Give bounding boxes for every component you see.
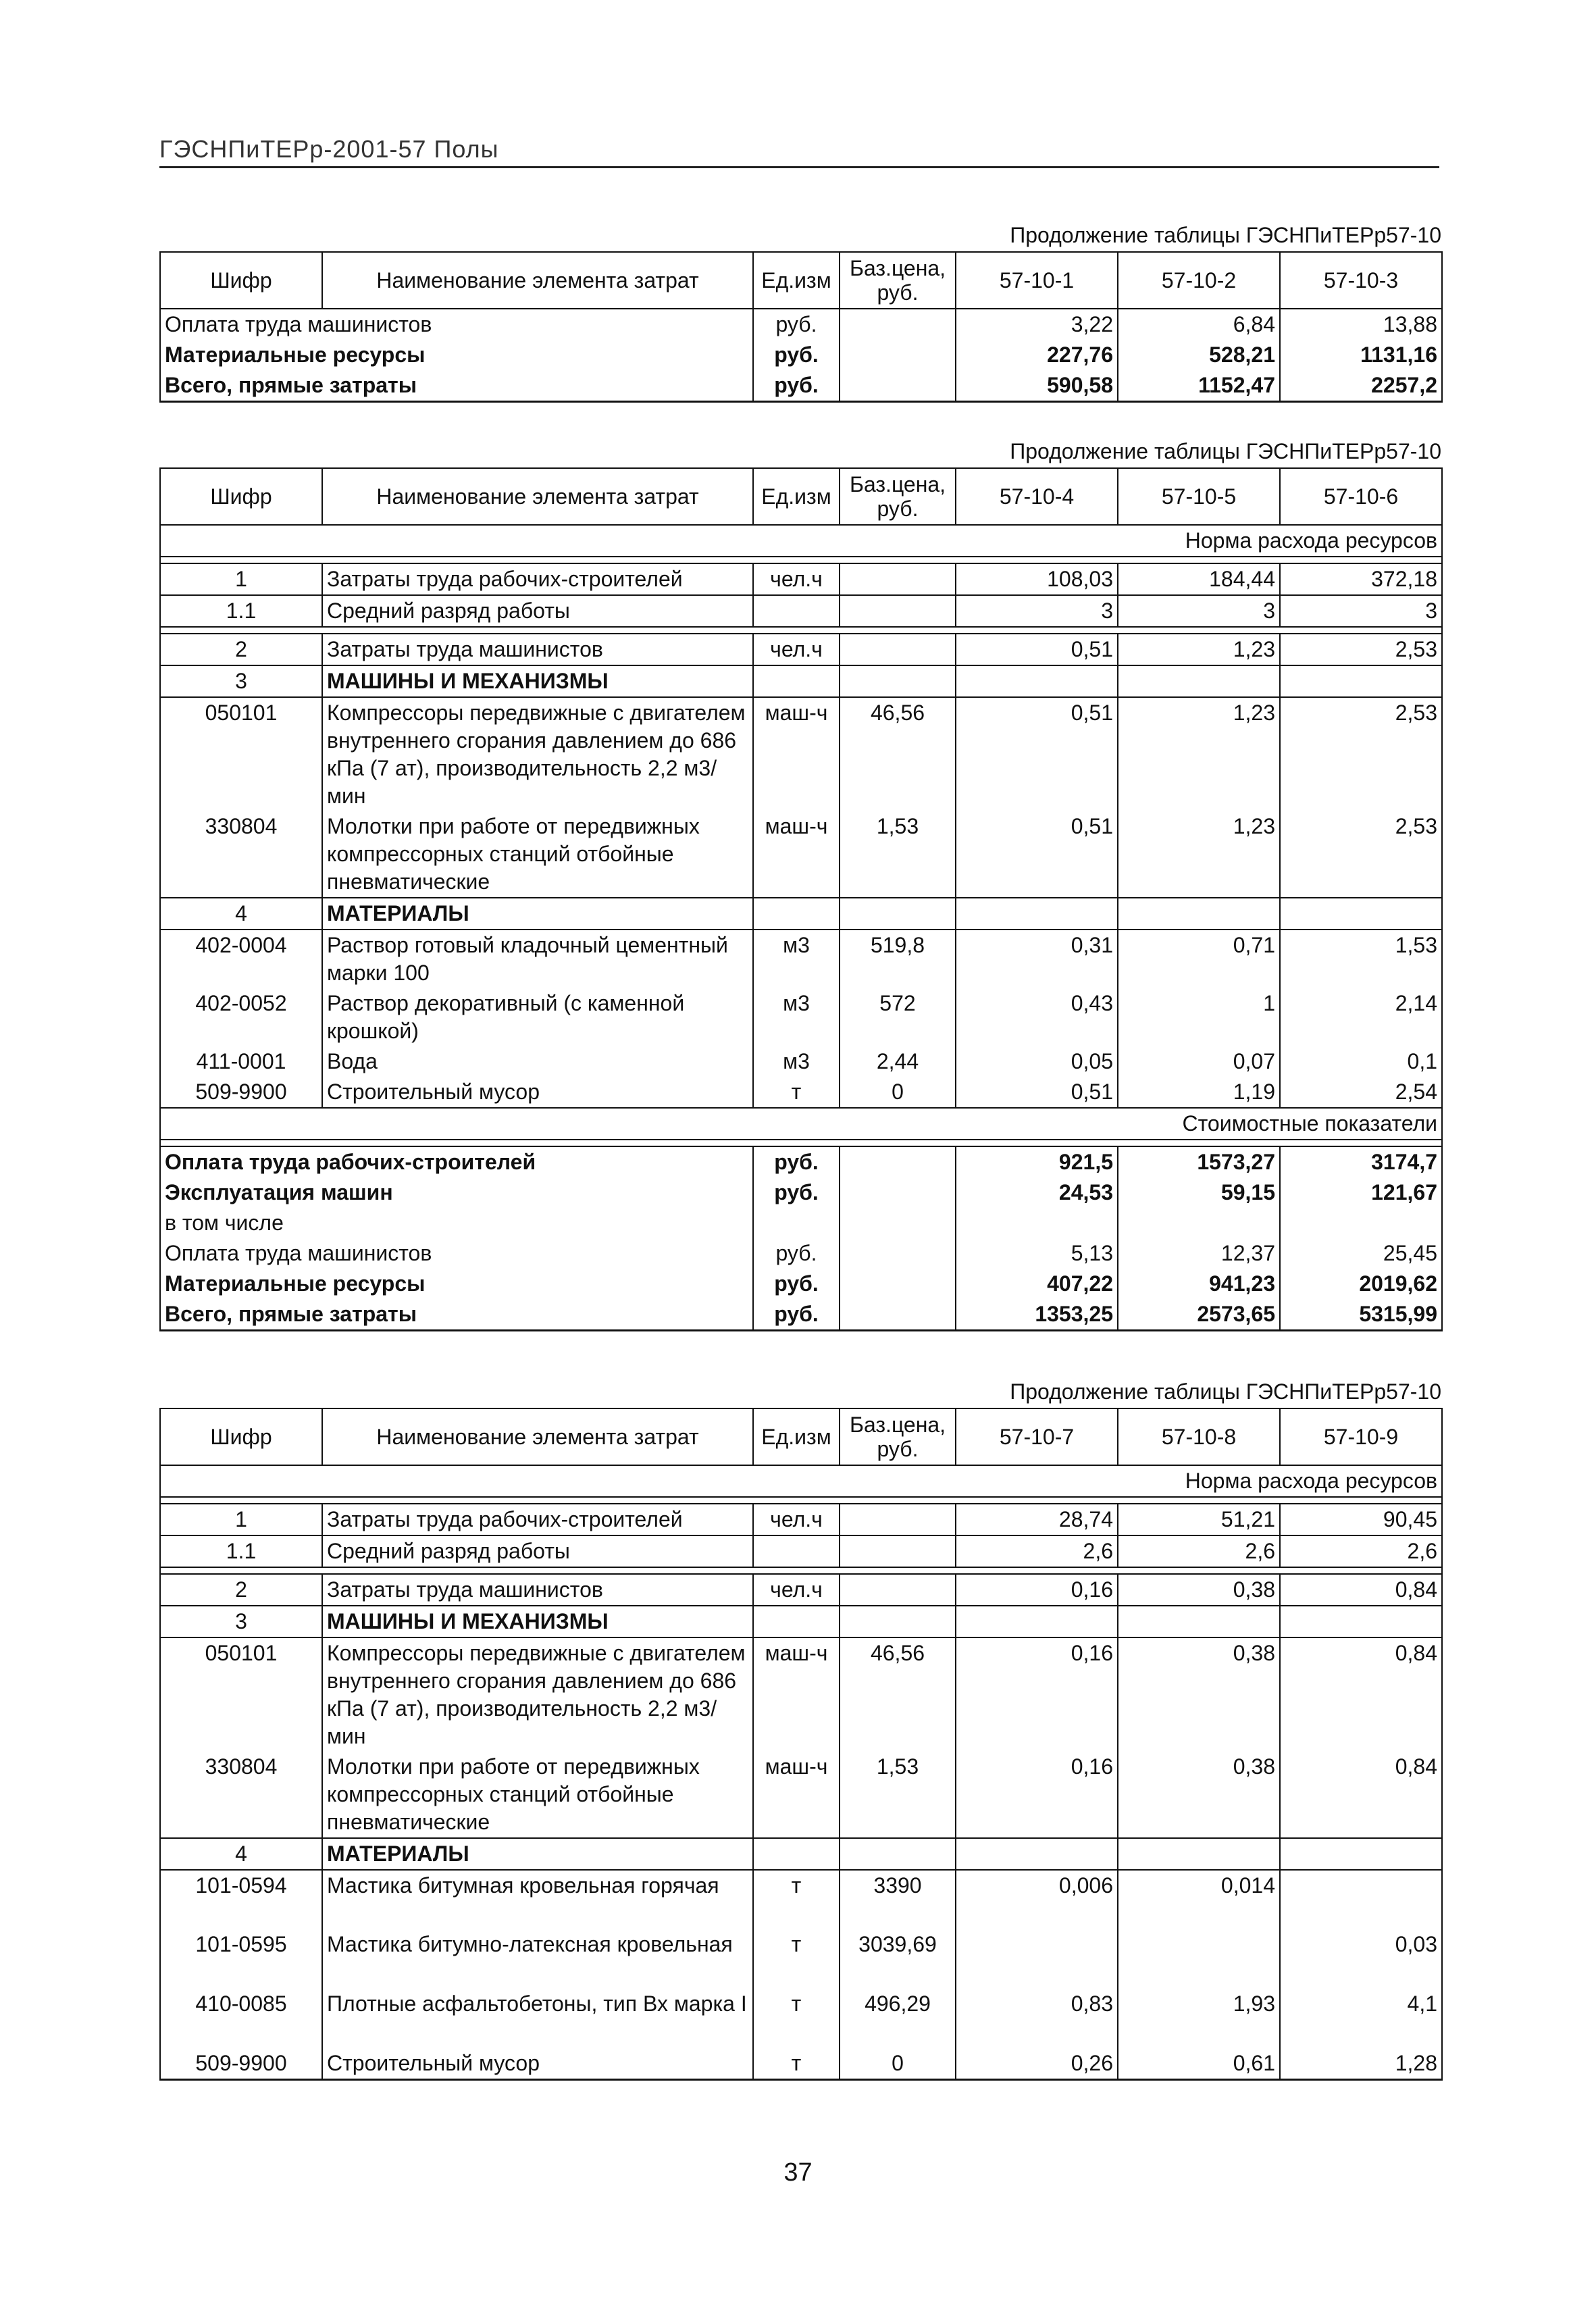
row-value: 590,58 — [956, 370, 1118, 402]
row-value — [1280, 1870, 1442, 1929]
row-value: 0,05 — [956, 1046, 1118, 1077]
col-name-header: Наименование элемента затрат — [322, 468, 753, 525]
row-price — [840, 634, 956, 665]
row-name: Материальные ресурсы — [160, 1269, 753, 1299]
table-row — [160, 1989, 1442, 2048]
row-value: 6,84 — [1118, 309, 1280, 340]
col-unit-header: Ед.изм — [753, 252, 840, 309]
row-unit: руб. — [753, 370, 840, 402]
table-row — [160, 1870, 1442, 1929]
row-price: 519,8 — [840, 930, 956, 988]
row-unit: руб. — [753, 1299, 840, 1331]
row-unit: м3 — [753, 988, 840, 1046]
col-variant-header: 57-10-1 — [956, 252, 1118, 309]
row-unit: т — [753, 1929, 840, 1989]
section-title: МАШИНЫ И МЕХАНИЗМЫ — [322, 665, 753, 697]
row-price: 3039,69 — [840, 1929, 956, 1989]
col-variant-header: 57-10-9 — [1280, 1408, 1442, 1465]
table-header-row — [160, 252, 1442, 309]
page-number: 37 — [783, 2158, 813, 2187]
row-value: 3174,7 — [1280, 1146, 1442, 1177]
col-variant-header: 57-10-7 — [956, 1408, 1118, 1465]
row-value: 5,13 — [956, 1238, 1118, 1269]
row-code: 3 — [160, 665, 322, 697]
row-name: Затраты труда рабочих-строителей — [322, 563, 753, 595]
row-value — [1280, 1208, 1442, 1238]
cost-table-3 — [159, 1408, 1443, 2081]
row-value: 28,74 — [956, 1504, 1118, 1535]
table-row — [160, 930, 1442, 988]
col-name-header: Наименование элемента затрат — [322, 252, 753, 309]
row-unit: м3 — [753, 930, 840, 988]
table-continuation-caption: Продолжение таблицы ГЭСНПиТЕРр57-10 — [1010, 223, 1441, 247]
row-unit: маш-ч — [753, 1637, 840, 1752]
row-value: 0,03 — [1280, 1929, 1442, 1989]
row-value: 3 — [1118, 595, 1280, 627]
row-name: Всего, прямые затраты — [160, 1299, 753, 1331]
row-value: 0,16 — [956, 1637, 1118, 1752]
row-value: 0,84 — [1280, 1752, 1442, 1838]
row-unit — [753, 1208, 840, 1238]
table-row — [160, 595, 1442, 627]
row-code: 1.1 — [160, 1535, 322, 1567]
row-value: 0,51 — [956, 697, 1118, 811]
cost-row — [160, 1177, 1442, 1208]
row-code: 1 — [160, 563, 322, 595]
row-unit: т — [753, 1989, 840, 2048]
row-value — [956, 1929, 1118, 1989]
row-unit: т — [753, 1870, 840, 1929]
col-variant-header: 57-10-5 — [1118, 468, 1280, 525]
col-code-header: Шифр — [160, 1408, 322, 1465]
col-unit-header: Ед.изм — [753, 468, 840, 525]
row-unit: чел.ч — [753, 1504, 840, 1535]
row-value: 1,53 — [1280, 930, 1442, 988]
row-value: 0,83 — [956, 1989, 1118, 2048]
row-price: 3390 — [840, 1870, 956, 1929]
row-name: Мастика битумная кровельная горячая — [322, 1870, 753, 1929]
table-row — [160, 1637, 1442, 1752]
row-price: 1,53 — [840, 811, 956, 898]
row-value: 528,21 — [1118, 340, 1280, 370]
row-value: 108,03 — [956, 563, 1118, 595]
row-code: 402-0004 — [160, 930, 322, 988]
row-value: 0,07 — [1118, 1046, 1280, 1077]
table-header-row — [160, 468, 1442, 525]
row-unit: руб. — [753, 340, 840, 370]
row-value: 0,84 — [1280, 1637, 1442, 1752]
col-price-header: Баз.цена, руб. — [840, 1408, 956, 1465]
row-value: 13,88 — [1280, 309, 1442, 340]
row-value: 2,6 — [956, 1535, 1118, 1567]
section-row — [160, 665, 1442, 697]
row-code: 3 — [160, 1606, 322, 1637]
table-row — [160, 988, 1442, 1046]
col-variant-header: 57-10-3 — [1280, 252, 1442, 309]
row-unit: чел.ч — [753, 563, 840, 595]
row-value: 0,51 — [956, 811, 1118, 898]
table-row — [160, 811, 1442, 898]
row-code: 2 — [160, 1574, 322, 1606]
table-row — [160, 1752, 1442, 1838]
row-price: 0 — [840, 1077, 956, 1108]
row-value: 2,6 — [1118, 1535, 1280, 1567]
col-code-header: Шифр — [160, 468, 322, 525]
cost-row — [160, 1299, 1442, 1331]
row-value — [1118, 1929, 1280, 1989]
row-name: Оплата труда машинистов — [160, 1238, 753, 1269]
col-unit-header: Ед.изм — [753, 1408, 840, 1465]
table-row — [160, 370, 1442, 402]
row-value: 3 — [956, 595, 1118, 627]
row-value: 0,26 — [956, 2048, 1118, 2080]
row-value: 0,38 — [1118, 1637, 1280, 1752]
table-row — [160, 1504, 1442, 1535]
row-code: 101-0595 — [160, 1929, 322, 1989]
norm-label: Норма расхода ресурсов — [160, 525, 1442, 557]
col-name-header: Наименование элемента затрат — [322, 1408, 753, 1465]
row-code: 509-9900 — [160, 2048, 322, 2080]
col-price-header: Баз.цена, руб. — [840, 468, 956, 525]
col-variant-header: 57-10-2 — [1118, 252, 1280, 309]
table-continuation-caption: Продолжение таблицы ГЭСНПиТЕРр57-10 — [1010, 1379, 1441, 1404]
row-value: 0,1 — [1280, 1046, 1442, 1077]
row-value: 2,53 — [1280, 697, 1442, 811]
row-code: 1.1 — [160, 595, 322, 627]
row-value: 921,5 — [956, 1146, 1118, 1177]
row-value: 2,54 — [1280, 1077, 1442, 1108]
col-variant-header: 57-10-6 — [1280, 468, 1442, 525]
row-price: 0 — [840, 2048, 956, 2080]
row-value: 0,84 — [1280, 1574, 1442, 1606]
row-unit: маш-ч — [753, 1752, 840, 1838]
norm-label-row — [160, 1465, 1442, 1497]
row-value: 0,38 — [1118, 1574, 1280, 1606]
col-price-header: Баз.цена, руб. — [840, 252, 956, 309]
row-unit: т — [753, 1077, 840, 1108]
row-unit — [753, 595, 840, 627]
row-code: 4 — [160, 1838, 322, 1870]
row-value: 0,16 — [956, 1752, 1118, 1838]
row-code: 4 — [160, 898, 322, 930]
section-title: МАШИНЫ И МЕХАНИЗМЫ — [322, 1606, 753, 1637]
row-code: 330804 — [160, 811, 322, 898]
row-value: 3,22 — [956, 309, 1118, 340]
row-price: 496,29 — [840, 1989, 956, 2048]
row-name: Вода — [322, 1046, 753, 1077]
row-unit: чел.ч — [753, 1574, 840, 1606]
table-row — [160, 1077, 1442, 1108]
row-value: 5315,99 — [1280, 1299, 1442, 1331]
row-name: Затраты труда машинистов — [322, 634, 753, 665]
table-row — [160, 309, 1442, 340]
row-unit: чел.ч — [753, 634, 840, 665]
row-value: 227,76 — [956, 340, 1118, 370]
row-name: Строительный мусор — [322, 1077, 753, 1108]
row-unit: маш-ч — [753, 811, 840, 898]
section-row — [160, 1606, 1442, 1637]
norm-label: Норма расхода ресурсов — [160, 1465, 1442, 1497]
table-continuation-caption: Продолжение таблицы ГЭСНПиТЕРр57-10 — [1010, 439, 1441, 463]
norm-label-row — [160, 525, 1442, 557]
row-code: 330804 — [160, 1752, 322, 1838]
row-value: 0,43 — [956, 988, 1118, 1046]
row-value: 1353,25 — [956, 1299, 1118, 1331]
row-unit: руб. — [753, 1177, 840, 1208]
row-value: 51,21 — [1118, 1504, 1280, 1535]
row-value: 2,53 — [1280, 811, 1442, 898]
cost-label: Стоимостные показатели — [160, 1108, 1442, 1140]
table-row — [160, 1929, 1442, 1989]
row-name: Затраты труда рабочих-строителей — [322, 1504, 753, 1535]
row-unit: руб. — [753, 1269, 840, 1299]
row-value: 2019,62 — [1280, 1269, 1442, 1299]
row-price — [840, 1574, 956, 1606]
row-name: Плотные асфальтобетоны, тип Вх марка I — [322, 1989, 753, 2048]
table-row — [160, 1574, 1442, 1606]
table-row — [160, 1535, 1442, 1567]
section-row — [160, 898, 1442, 930]
row-unit — [753, 1535, 840, 1567]
row-value: 2257,2 — [1280, 370, 1442, 402]
row-unit: т — [753, 2048, 840, 2080]
row-price — [840, 1535, 956, 1567]
row-value: 1573,27 — [1118, 1146, 1280, 1177]
row-price: 46,56 — [840, 697, 956, 811]
row-name: Средний разряд работы — [322, 595, 753, 627]
row-value: 0,16 — [956, 1574, 1118, 1606]
row-value: 1 — [1118, 988, 1280, 1046]
table-row — [160, 563, 1442, 595]
row-value: 2,53 — [1280, 634, 1442, 665]
row-name: в том числе — [160, 1208, 753, 1238]
row-price: 1,53 — [840, 1752, 956, 1838]
row-value: 2573,65 — [1118, 1299, 1280, 1331]
row-unit: руб. — [753, 309, 840, 340]
row-value: 2,6 — [1280, 1535, 1442, 1567]
row-value: 3 — [1280, 595, 1442, 627]
row-value: 941,23 — [1118, 1269, 1280, 1299]
row-code: 101-0594 — [160, 1870, 322, 1929]
cost-row — [160, 1146, 1442, 1177]
row-value: 0,51 — [956, 1077, 1118, 1108]
cost-table-2 — [159, 467, 1443, 1331]
row-code: 402-0052 — [160, 988, 322, 1046]
row-value: 24,53 — [956, 1177, 1118, 1208]
row-price — [840, 1504, 956, 1535]
table-row — [160, 340, 1442, 370]
row-price: 2,44 — [840, 1046, 956, 1077]
cost-label-row — [160, 1108, 1442, 1140]
row-value: 0,014 — [1118, 1870, 1280, 1929]
cost-row — [160, 1238, 1442, 1269]
row-value — [956, 1208, 1118, 1238]
row-name: Материальные ресурсы — [160, 340, 753, 370]
row-value: 0,38 — [1118, 1752, 1280, 1838]
row-name: Компрессоры передвижные с двигателем внутреннего сгорания давлением до 686 кПа (7 ат), производительность 2,2 м3/мин — [322, 1637, 753, 1752]
cost-row — [160, 1269, 1442, 1299]
row-name: Компрессоры передвижные с двигателем внутреннего сгорания давлением до 686 кПа (7 ат), производительность 2,2 м3/мин — [322, 697, 753, 811]
cost-row — [160, 1208, 1442, 1238]
row-value — [1118, 1208, 1280, 1238]
col-variant-header: 57-10-4 — [956, 468, 1118, 525]
row-name: Молотки при работе от передвижных компрессорных станций отбойные пневматические — [322, 811, 753, 898]
row-unit: руб. — [753, 1238, 840, 1269]
col-code-header: Шифр — [160, 252, 322, 309]
row-value: 1131,16 — [1280, 340, 1442, 370]
row-name: Эксплуатация машин — [160, 1177, 753, 1208]
row-value: 59,15 — [1118, 1177, 1280, 1208]
page-header: ГЭСНПиТЕРр-2001-57 Полы — [159, 135, 1439, 168]
row-value: 1152,47 — [1118, 370, 1280, 402]
table-row — [160, 1046, 1442, 1077]
row-value: 12,37 — [1118, 1238, 1280, 1269]
row-value: 0,71 — [1118, 930, 1280, 988]
row-name: Раствор готовый кладочный цементный марки 100 — [322, 930, 753, 988]
row-name: Затраты труда машинистов — [322, 1574, 753, 1606]
row-price — [840, 563, 956, 595]
row-value: 25,45 — [1280, 1238, 1442, 1269]
row-price: 572 — [840, 988, 956, 1046]
row-price: 46,56 — [840, 1637, 956, 1752]
section-row — [160, 1838, 1442, 1870]
row-value: 1,23 — [1118, 634, 1280, 665]
col-variant-header: 57-10-8 — [1118, 1408, 1280, 1465]
table-row — [160, 2048, 1442, 2080]
section-title: МАТЕРИАЛЫ — [322, 1838, 753, 1870]
table-header-row — [160, 1408, 1442, 1465]
row-value: 4,1 — [1280, 1989, 1442, 2048]
row-code: 050101 — [160, 1637, 322, 1752]
row-value: 372,18 — [1280, 563, 1442, 595]
row-value: 121,67 — [1280, 1177, 1442, 1208]
row-name: Мастика битумно-латексная кровельная — [322, 1929, 753, 1989]
row-value: 1,19 — [1118, 1077, 1280, 1108]
row-code: 410-0085 — [160, 1989, 322, 2048]
row-unit: м3 — [753, 1046, 840, 1077]
row-value: 184,44 — [1118, 563, 1280, 595]
section-title: МАТЕРИАЛЫ — [322, 898, 753, 930]
row-name: Оплата труда машинистов — [160, 309, 753, 340]
row-name: Средний разряд работы — [322, 1535, 753, 1567]
row-unit: маш-ч — [753, 697, 840, 811]
row-value: 1,28 — [1280, 2048, 1442, 2080]
row-value: 0,51 — [956, 634, 1118, 665]
row-value: 407,22 — [956, 1269, 1118, 1299]
table-row — [160, 697, 1442, 811]
row-value: 2,14 — [1280, 988, 1442, 1046]
row-code: 509-9900 — [160, 1077, 322, 1108]
row-name: Раствор декоративный (с каменной крошкой) — [322, 988, 753, 1046]
table-row — [160, 634, 1442, 665]
row-name: Всего, прямые затраты — [160, 370, 753, 402]
row-value: 1,23 — [1118, 697, 1280, 811]
row-code: 1 — [160, 1504, 322, 1535]
row-code: 050101 — [160, 697, 322, 811]
row-name: Молотки при работе от передвижных компрессорных станций отбойные пневматические — [322, 1752, 753, 1838]
row-code: 2 — [160, 634, 322, 665]
row-code: 411-0001 — [160, 1046, 322, 1077]
row-value: 0,61 — [1118, 2048, 1280, 2080]
row-value: 90,45 — [1280, 1504, 1442, 1535]
row-value: 1,23 — [1118, 811, 1280, 898]
row-value: 0,31 — [956, 930, 1118, 988]
row-price — [840, 595, 956, 627]
row-unit: руб. — [753, 1146, 840, 1177]
row-value: 0,006 — [956, 1870, 1118, 1929]
row-name: Строительный мусор — [322, 2048, 753, 2080]
row-name: Оплата труда рабочих-строителей — [160, 1146, 753, 1177]
row-value: 1,93 — [1118, 1989, 1280, 2048]
cost-table-1 — [159, 251, 1443, 403]
